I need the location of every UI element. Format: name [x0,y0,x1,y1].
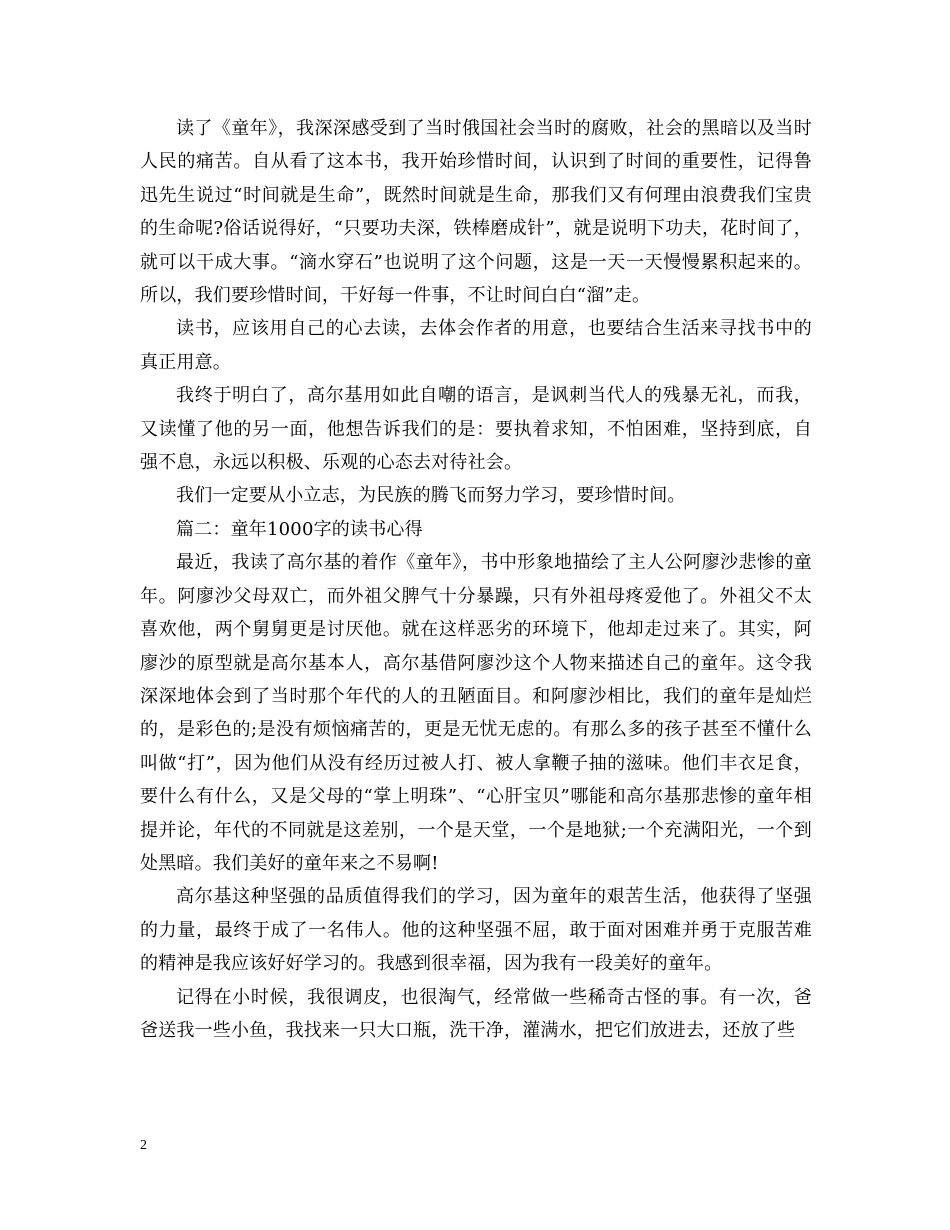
paragraph-1: 读了《童年》，我深深感受到了当时俄国社会当时的腐败，社会的黑暗以及当时人民的痛苦。自从看了这本书，我开始珍惜时间，认识到了时间的重要性，记得鲁迅先生说过“时间就是生命”，既然时间就是生命，那我们又有何理由浪费我们宝贵的生命呢?俗话说得好，“只要功夫深，铁棒磨成针”，就是说明下功夫，花时间了，就可以干成大事。“滴水穿石”也说明了这个问题，这是一天一天慢慢累积起来的。所以，我们要珍惜时间，干好每一件事，不让时间白白“溜”走。 [140,118,812,307]
paragraph-7: 记得在小时候，我很调皮，也很淘气，经常做一些稀奇古怪的事。有一次，爸爸送我一些小鱼，我找来一只大口瓶，洗干净，灌满水，把它们放进去，还放了些 [140,986,812,1041]
paragraph-2: 读书，应该用自己的心去读，去体会作者的用意，也要结合生活来寻找书中的真正用意。 [140,318,812,373]
paragraph-6: 高尔基这种坚强的品质值得我们的学习，因为童年的艰苦生活，他获得了坚强的力量，最终于成了一名伟人。他的这种坚强不屈，敢于面对困难并勇于克服苦难的精神是我应该好好学习的。我感到很幸福，因为我有一段美好的童年。 [140,886,812,975]
page-number: 2 [140,1138,147,1153]
body-text [140,112,812,1047]
section-heading: 篇二：童年1000字的读书心得 [176,518,423,540]
paragraph-3: 我终于明白了，高尔基用如此自嘲的语言，是讽刺当代人的残暴无礼，而我，又读懂了他的另一面，他想告诉我们的是：要执着求知，不怕困难，坚持到底，自强不息，永远以积极、乐观的心态去对待社会。 [140,385,812,474]
paragraph-4: 我们一定要从小立志，为民族的腾飞而努力学习，要珍惜时间。 [176,485,686,507]
paragraph-5: 最近，我读了高尔基的着作《童年》，书中形象地描绘了主人公阿廖沙悲惨的童年。阿廖沙父母双亡，而外祖父脾气十分暴躁，只有外祖母疼爱他了。外祖父不太喜欢他，两个舅舅更是讨厌他。就在这样恶劣的环境下，他却走过来了。其实，阿廖沙的原型就是高尔基本人，高尔基借阿廖沙这个人物来描述自己的童年。这令我深深地体会到了当时那个年代的人的丑陋面目。和阿廖沙相比，我们的童年是灿烂的，是彩色的;是没有烦恼痛苦的，更是无忧无虑的。有那么多的孩子甚至不懂什么叫做“打”，因为他们从没有经历过被人打、被人拿鞭子抽的滋味。他们丰衣足食，要什么有什么，又是父母的“掌上明珠”、“心肝宝贝”哪能和高尔基那悲惨的童年相提并论，年代的不同就是这差别，一个是天堂，一个是地狱;一个充满阳光，一个到处黑暗。我们美好的童年来之不易啊! [140,552,812,874]
